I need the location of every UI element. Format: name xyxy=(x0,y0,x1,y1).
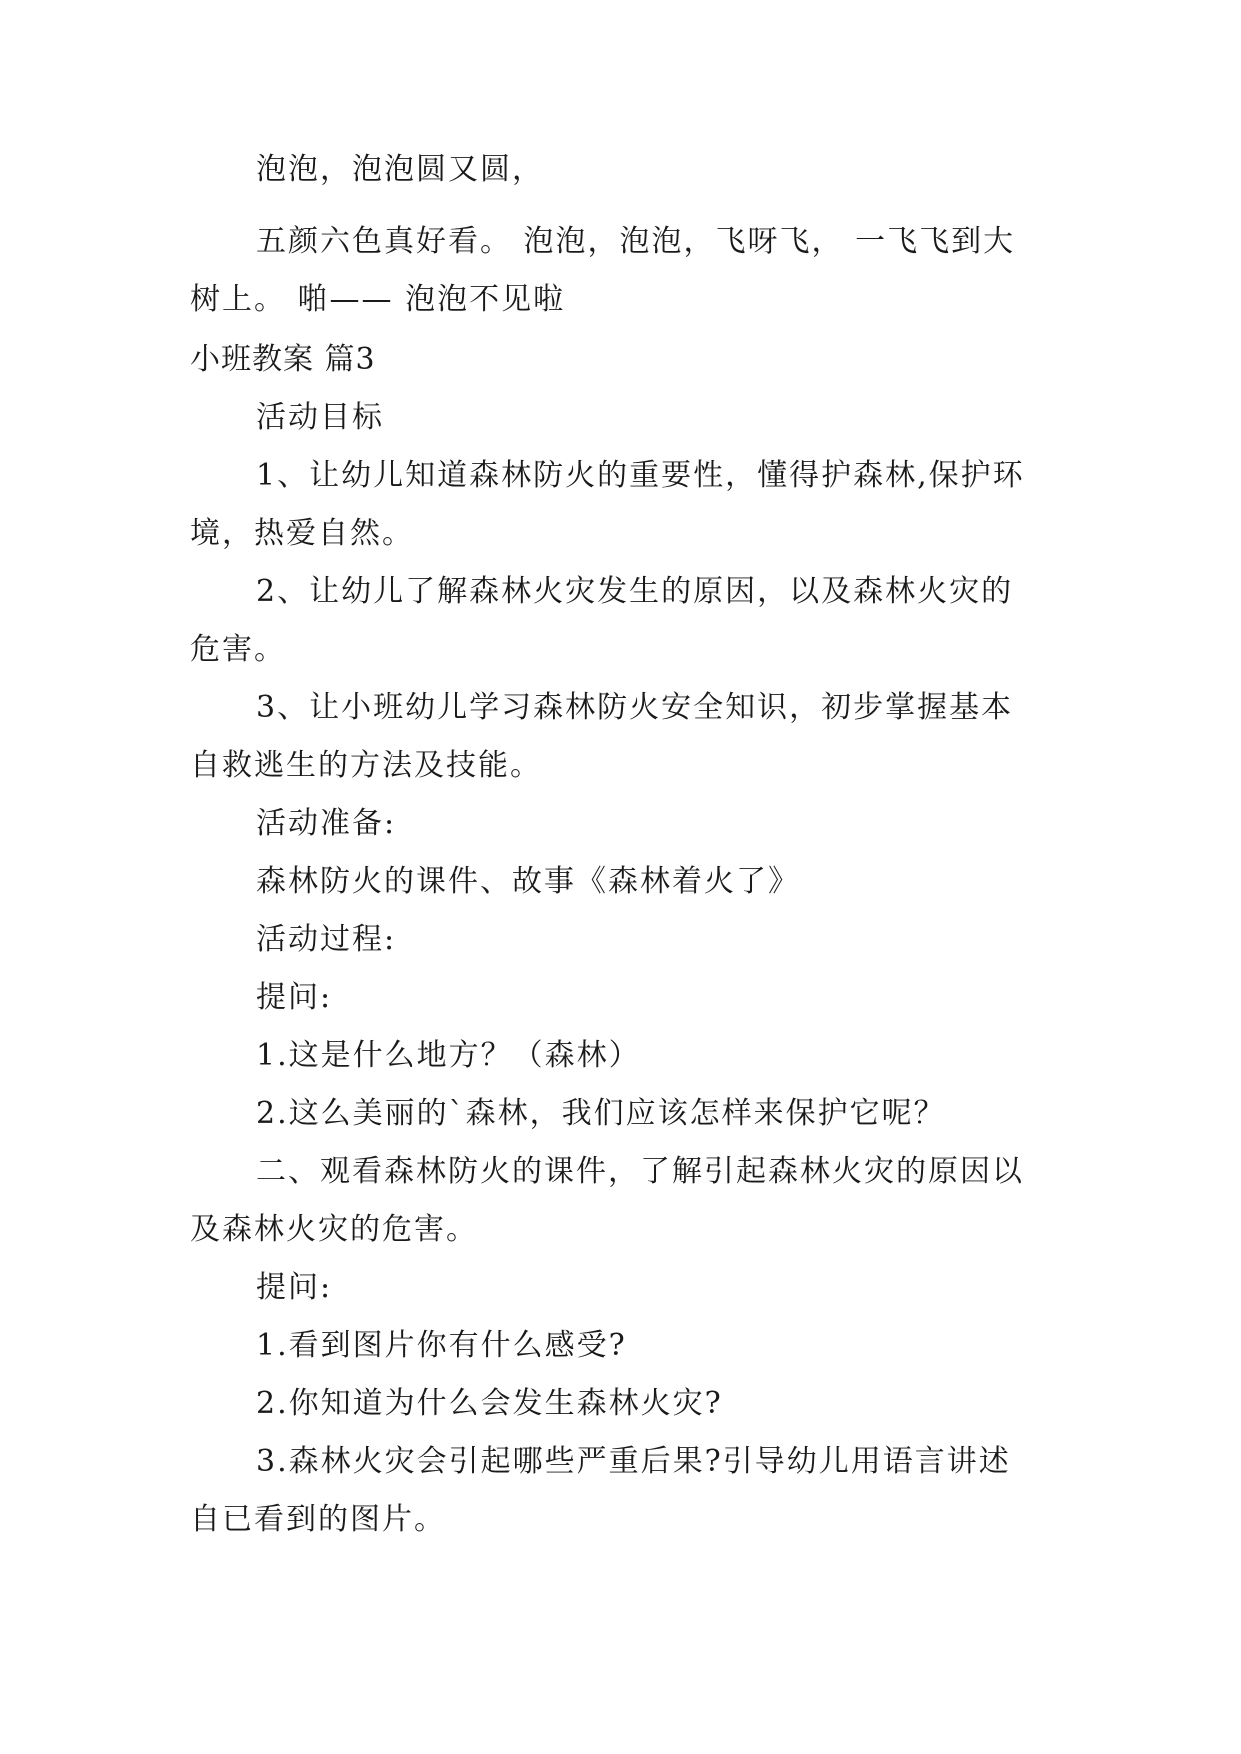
goal-1-line-1: 1、让幼儿知道森林防火的重要性，懂得护森林,保护环 xyxy=(256,458,1025,493)
prep-heading: 活动准备: xyxy=(256,806,397,841)
goal-2-line-2: 危害。 xyxy=(190,632,286,667)
step-2-line-1: 二、观看森林防火的课件，了解引起森林火灾的原因以 xyxy=(256,1154,1024,1189)
question-2: 2.这么美丽的`森林，我们应该怎样来保护它呢？ xyxy=(256,1096,946,1131)
goal-2-line-1: 2、让幼儿了解森林火灾发生的原因，以及森林火灾的 xyxy=(256,574,1014,609)
question-3: 1.看到图片你有什么感受? xyxy=(256,1328,627,1363)
question-5-line-2: 自已看到的图片。 xyxy=(190,1502,446,1537)
poem-line-1: 泡泡，泡泡圆又圆， xyxy=(256,152,544,187)
goal-1-line-2: 境，热爱自然。 xyxy=(190,516,414,551)
poem-line-2: 五颜六色真好看。 泡泡，泡泡，飞呀飞， 一飞飞到大 xyxy=(256,224,1016,259)
process-heading: 活动过程: xyxy=(256,922,397,957)
goal-3-line-1: 3、让小班幼儿学习森林防火安全知识，初步掌握基本 xyxy=(256,690,1014,725)
question-5-line-1: 3.森林火灾会引起哪些严重后果?引导幼儿用语言讲述 xyxy=(256,1444,1011,1479)
step-2-line-2: 及森林火灾的危害。 xyxy=(190,1212,478,1247)
goals-heading: 活动目标 xyxy=(256,400,384,435)
poem-line-3: 树上。 啪—— 泡泡不见啦 xyxy=(190,282,566,317)
section-title: 小班教案 篇3 xyxy=(190,342,376,377)
question-4: 2.你知道为什么会发生森林火灾? xyxy=(256,1386,723,1421)
question-1: 1.这是什么地方？（森林） xyxy=(256,1038,641,1073)
prep-text: 森林防火的课件、故事《森林着火了》 xyxy=(256,864,800,899)
question-label-2: 提问: xyxy=(256,1270,333,1305)
question-label-1: 提问: xyxy=(256,980,333,1015)
goal-3-line-2: 自救逃生的方法及技能。 xyxy=(190,748,542,783)
